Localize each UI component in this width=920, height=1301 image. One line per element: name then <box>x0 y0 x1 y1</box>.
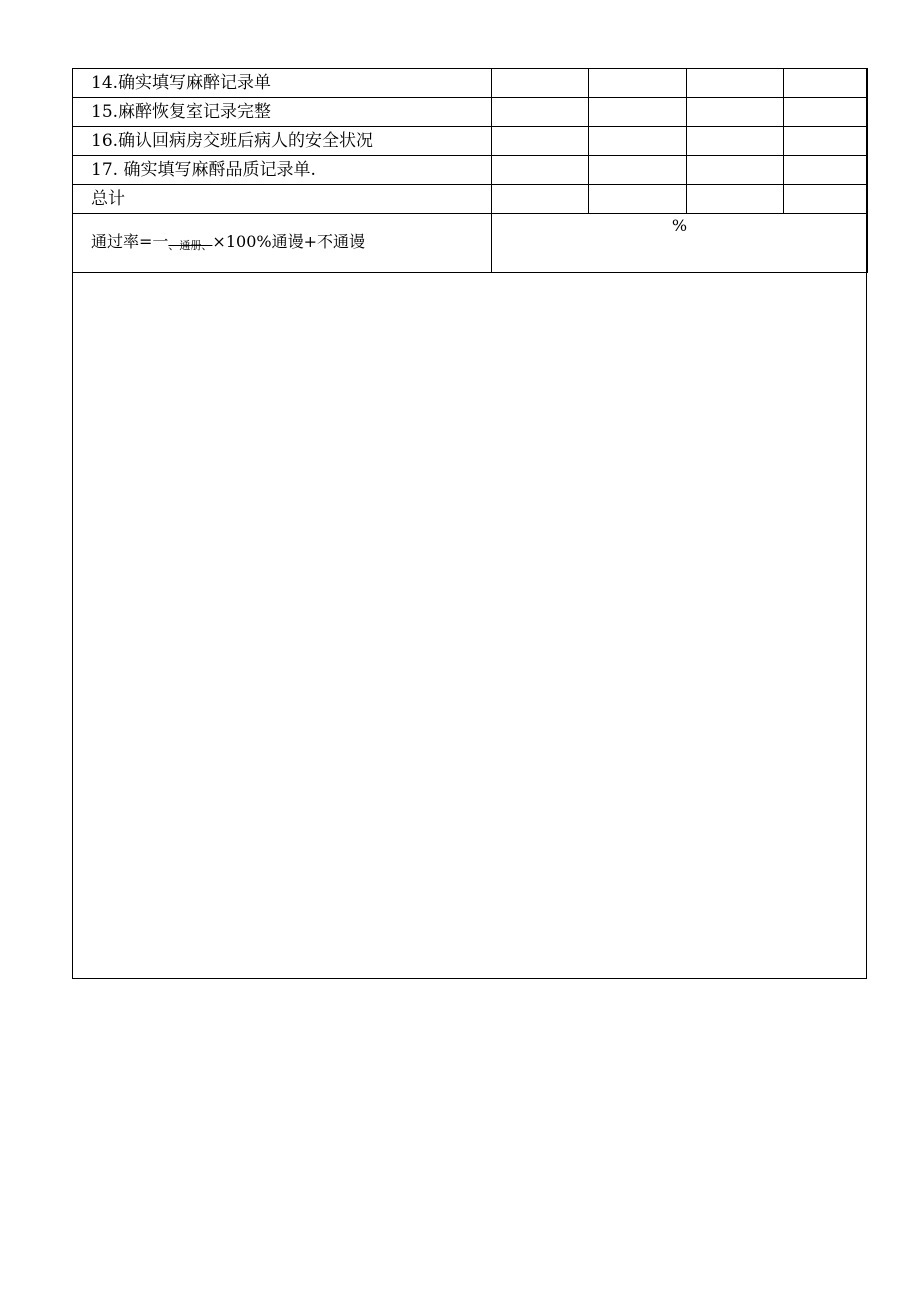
check-cell[interactable] <box>492 127 589 156</box>
total-cell[interactable] <box>784 185 868 214</box>
total-cell[interactable] <box>687 185 784 214</box>
check-cell[interactable] <box>492 98 589 127</box>
checklist-item-label: 17. 确实填写麻酹品质记录单. <box>73 156 492 185</box>
total-label: 总计 <box>73 185 492 214</box>
table-row <box>73 127 868 156</box>
check-cell[interactable] <box>784 69 868 98</box>
check-cell[interactable] <box>687 127 784 156</box>
check-cell[interactable] <box>492 156 589 185</box>
check-cell[interactable] <box>687 69 784 98</box>
check-cell[interactable] <box>784 127 868 156</box>
pass-rate-formula <box>73 214 492 273</box>
check-cell[interactable] <box>687 156 784 185</box>
check-cell[interactable] <box>784 156 868 185</box>
check-cell[interactable] <box>589 156 687 185</box>
table-row <box>73 69 868 98</box>
percent-symbol: % <box>671 216 688 235</box>
checklist-item-label: 16.确认回病房交班后病人的安全状况 <box>73 127 492 156</box>
checklist-item-label: 15.麻醉恢复室记录完整 <box>73 98 492 127</box>
total-cell[interactable] <box>589 185 687 214</box>
notes-area[interactable] <box>73 270 866 978</box>
table-row <box>73 98 868 127</box>
checklist-form <box>72 68 867 979</box>
formula-fraction-mark: 、通册、 <box>168 239 213 252</box>
checklist-item-label: 14.确实填写麻醉记录单 <box>73 69 492 98</box>
check-cell[interactable] <box>589 69 687 98</box>
check-cell[interactable] <box>492 69 589 98</box>
table-row <box>73 156 868 185</box>
formula-prefix: 通过率=一 <box>91 232 169 251</box>
check-cell[interactable] <box>687 98 784 127</box>
check-cell[interactable] <box>589 98 687 127</box>
check-cell[interactable] <box>784 98 868 127</box>
checklist-table <box>72 68 868 273</box>
total-cell[interactable] <box>492 185 589 214</box>
formula-suffix: ×100%通谩+不通谩 <box>212 232 365 251</box>
total-row <box>73 185 868 214</box>
check-cell[interactable] <box>589 127 687 156</box>
pass-rate-row <box>73 214 868 273</box>
pass-rate-value-cell[interactable] <box>492 214 868 273</box>
